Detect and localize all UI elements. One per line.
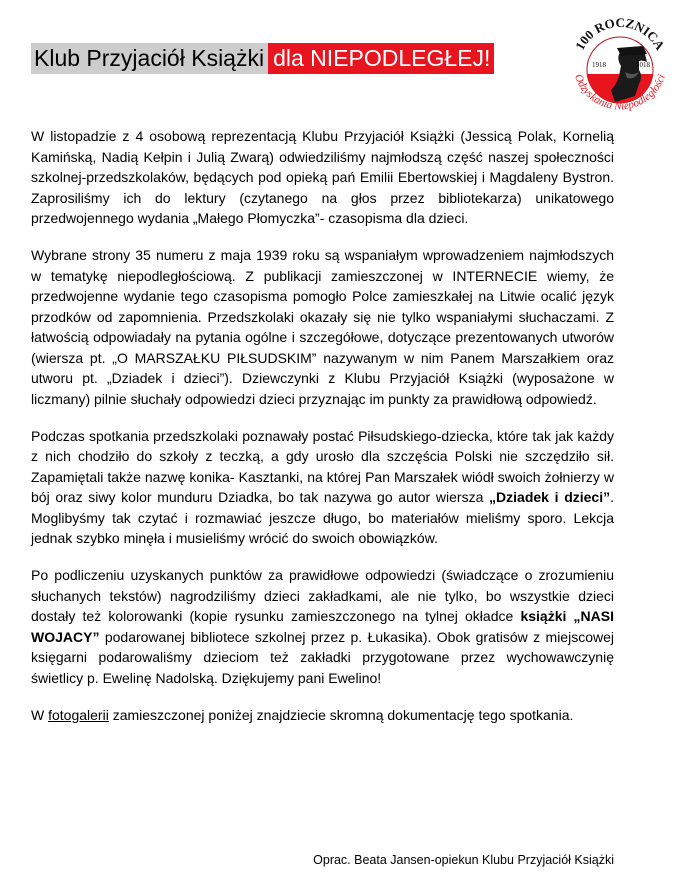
paragraph-meeting-text-b: . Moglibyśmy tak czytać i rozmawiać jeszcze długo, bo materiałów mieliśmy sporo. Lekcja jednak szybko minęła i musieliśmy wrócić do swoich obowiązków.	[31, 489, 615, 546]
paragraph-gallery	[31, 705, 614, 726]
paragraph-meeting-text-a: Podczas spotkania przedszkolaki poznawały postać Piłsudskiego-dziecka, które tak jak każdy z nich chodziło do szkoły z teczką, a gdy urosło dla szczęścia Polski nie szczędziło sił. Zapamiętali także nazwę konika- Kasztanki, na której Pan Marszałek wiódł swoich żołnierzy w bój oraz siwy kolor munduru Dziadka, bo tak nazywa go autor wiersza	[31, 427, 614, 505]
author-signature: Oprac. Beata Jansen-opiekun Klubu Przyjaciół Książki	[313, 853, 614, 867]
title-independence: dla NIEPODLEGŁEJ!	[268, 43, 494, 74]
book-title-bold: książki „NASI WOJACY”	[31, 608, 614, 645]
logo-top-text: 100 ROCZNICA	[572, 14, 668, 53]
paragraph-meeting	[31, 426, 614, 549]
paragraph-gallery-text-b: zamieszczonej poniżej znajdziecie skromną dokumentację tego spotkania.	[108, 706, 574, 723]
paragraph-rewards-text-b: podarowanej bibliotece szkolnej przez p. Łukasika). Obok gratisów z miejscowej księgarni podarowaliśmy dzieciom też zakładki przygotowane przez wychowawczynię świetlicy p. Ewelinę Nadolską. Dziękujemy pani Ewelino!	[31, 628, 614, 686]
paragraph-magazine: Wybrane strony 35 numeru z maja 1939 roku są wspaniałym wprowadzeniem najmłodszych w tematykę niepodległościową. Z publikacji zamieszczonej w INTERNECIE wiemy, że przedwojenne wydanie tego czasopisma pomogło Polce zamieszkałej na Litwie ocalić język przodków od zapomnienia. Przedszkolaki okazały się nie tylko wspaniałymi słuchaczami. Z łatwością odpowiadały na pytania ogólne i szczegółowe, dotyczące prezentowanych utworów (wiersza pt. „O MARSZAŁKU PIŁSUDSKIM” nazywanym w nim Panem Marszałkiem oraz utworu pt. „Dziadek i dzieci”). Dziewczynki z Klubu Przyjaciół Książki (wyposażone w liczmany) pilnie słuchały odpowiedzi dzieci przyznając im punkty za prawidłową odpowiedź.	[31, 247, 614, 407]
photo-gallery-link[interactable]: fotogalerii	[48, 706, 109, 723]
anniversary-logo	[559, 10, 681, 126]
title-club-name: Klub Przyjaciół Książki	[31, 43, 268, 74]
logo-year-left: 1918	[592, 61, 606, 69]
article-body	[31, 126, 614, 742]
page-title	[31, 43, 494, 74]
logo-bottom-text: Odzyskania Niepodległości	[572, 72, 668, 113]
poem-title-bold: „Dziadek i dzieci”	[489, 489, 611, 505]
paragraph-rewards-text-a: Po podliczeniu uzyskanych punktów za prawidłowe odpowiedzi (świadczące o zrozumieniu słuchanych tekstów) nagrodziliśmy dzieci zakładkami, ale nie tylko, bo wszystkie dzieci dostały też kolorowanki (kopie rysunku zamieszczonego na tylnej okładce	[31, 567, 614, 624]
logo-year-right: 2018	[636, 61, 650, 69]
paragraph-gallery-text-a: W	[31, 706, 49, 723]
paragraph-rewards	[31, 565, 614, 688]
paragraph-visit: W listopadzie z 4 osobową reprezentacją Klubu Przyjaciół Książki (Jessicą Polak, Kornelią Kamińską, Nadią Kełpin i Julią Zwarą) odwiedziliśmy najmłodszą część naszej społeczności szkolnej-przedszkolaków, będących pod opieką pań Emilii Ebertowskiej i Magdaleny Bystron. Zaprosiliśmy ich do lektury (czytanego na głos przez bibliotekarza) unikatowego przedwojennego wydania „Małego Płomyczka”- czasopisma dla dzieci.	[31, 128, 614, 226]
